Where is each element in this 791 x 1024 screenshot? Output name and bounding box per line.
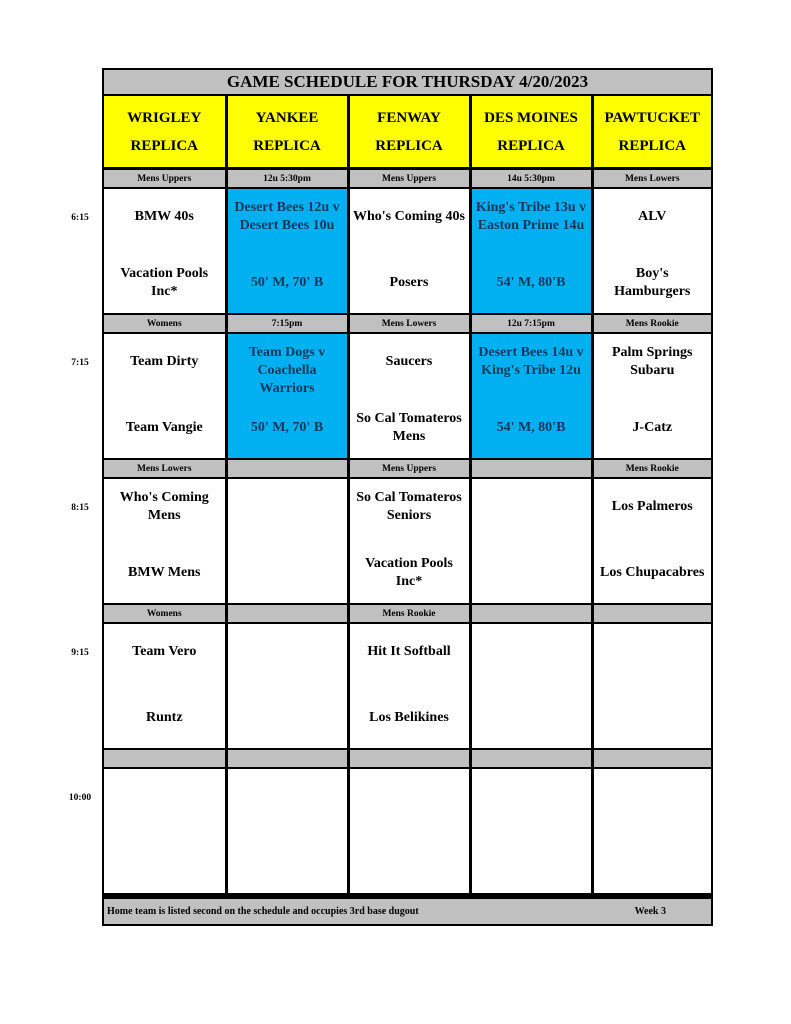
team-top: King's Tribe 13u v Easton Prime 14u	[475, 200, 587, 233]
week-label: Week 3	[634, 906, 666, 917]
game-slot	[350, 479, 469, 603]
team-bottom: Los Belikines	[369, 710, 449, 725]
game-slot	[228, 769, 347, 893]
game-slot	[350, 769, 469, 893]
division-label	[350, 750, 469, 767]
schedule-title: GAME SCHEDULE FOR THURSDAY 4/20/2023	[104, 70, 711, 94]
division-label	[228, 750, 347, 767]
field-sub: REPLICA	[253, 137, 321, 154]
time-label: 10:00	[68, 793, 92, 803]
team-bottom: Team Vangie	[125, 420, 203, 435]
division-label: Mens Uppers	[350, 170, 469, 187]
game-slot	[594, 479, 712, 603]
division-label: 7:15pm	[228, 315, 347, 332]
schedule-sheet	[102, 68, 713, 926]
team-top: Team Vero	[132, 644, 197, 659]
division-label: Mens Uppers	[350, 460, 469, 477]
team-bottom: BMW Mens	[128, 565, 201, 580]
team-top: Los Palmeros	[611, 499, 693, 514]
game-slot	[472, 189, 591, 313]
team-bottom: So Cal Tomateros Mens	[356, 411, 462, 444]
game-slot	[228, 334, 347, 458]
field-name: PAWTUCKET	[604, 109, 701, 126]
team-bottom: Vacation Pools Inc*	[365, 556, 453, 589]
game-slot	[594, 334, 712, 458]
time-label: 7:15	[71, 358, 89, 368]
division-label	[472, 460, 591, 477]
field-name: WRIGLEY	[127, 109, 202, 126]
division-label: Womens	[104, 605, 225, 622]
division-label: Mens Uppers	[104, 170, 225, 187]
game-slot	[350, 189, 469, 313]
game-slot	[228, 479, 347, 603]
field-sub: REPLICA	[130, 137, 198, 154]
field-sub: REPLICA	[618, 137, 686, 154]
game-slot	[472, 769, 591, 893]
team-top: Who's Coming Mens	[119, 490, 209, 523]
game-slot	[350, 334, 469, 458]
game-slot	[472, 479, 591, 603]
division-label	[228, 605, 347, 622]
field-name: YANKEE	[255, 109, 319, 126]
team-bottom: J-Catz	[632, 420, 673, 435]
team-top: Team Dirty	[130, 354, 199, 369]
field-header-3	[472, 96, 591, 167]
division-label: Mens Rookie	[350, 605, 469, 622]
game-slot	[104, 624, 225, 748]
team-bottom: 54' M, 80'B	[496, 420, 566, 435]
footer-bar	[104, 899, 711, 924]
field-header-0	[104, 96, 225, 167]
division-label: Mens Rookie	[594, 315, 712, 332]
team-top: ALV	[638, 209, 667, 224]
division-label: Mens Lowers	[594, 170, 712, 187]
division-label: Mens Rookie	[594, 460, 712, 477]
division-label	[472, 605, 591, 622]
team-top: Team Dogs v Coachella Warriors	[248, 345, 326, 396]
game-slot	[228, 624, 347, 748]
field-header-1	[228, 96, 347, 167]
game-slot	[104, 334, 225, 458]
team-top: Desert Bees 12u v Desert Bees 10u	[234, 200, 340, 233]
footer-note: Home team is listed second on the schedule and occupies 3rd base dugout	[107, 906, 419, 917]
team-bottom: 50' M, 70' B	[250, 420, 324, 435]
team-top: Hit It Softball	[367, 644, 451, 659]
team-top: So Cal Tomateros Seniors	[356, 490, 462, 523]
division-label	[594, 605, 712, 622]
division-label	[228, 460, 347, 477]
game-slot	[594, 624, 712, 748]
game-slot	[104, 479, 225, 603]
field-sub: REPLICA	[497, 137, 565, 154]
field-name: DES MOINES	[484, 109, 578, 126]
team-bottom: Runtz	[145, 710, 183, 725]
team-top: Palm Springs Subaru	[611, 345, 693, 378]
team-bottom: Los Chupacabres	[600, 565, 705, 580]
game-slot	[350, 624, 469, 748]
time-label: 6:15	[71, 213, 89, 223]
time-label: 9:15	[71, 648, 89, 658]
division-label: Mens Lowers	[350, 315, 469, 332]
team-top: Who's Coming 40s	[352, 209, 466, 224]
team-top: BMW 40s	[134, 209, 194, 224]
team-bottom: 54' M, 80'B	[496, 275, 566, 290]
field-sub: REPLICA	[375, 137, 443, 154]
team-bottom: 50' M, 70' B	[250, 275, 324, 290]
team-bottom: Vacation Pools Inc*	[120, 266, 209, 299]
division-label: 14u 5:30pm	[472, 170, 591, 187]
team-top: Saucers	[385, 354, 433, 369]
division-label	[472, 750, 591, 767]
time-label: 8:15	[71, 503, 89, 513]
division-label: Mens Lowers	[104, 460, 225, 477]
division-label	[104, 750, 225, 767]
team-top: Desert Bees 14u v King's Tribe 12u	[478, 345, 584, 378]
game-slot	[228, 189, 347, 313]
team-bottom: Posers	[389, 275, 429, 290]
game-slot	[594, 769, 712, 893]
game-slot	[104, 769, 225, 893]
field-header-2	[350, 96, 469, 167]
game-slot	[104, 189, 225, 313]
division-label: 12u 5:30pm	[228, 170, 347, 187]
division-label	[594, 750, 712, 767]
field-name: FENWAY	[377, 109, 441, 126]
game-slot	[594, 189, 712, 313]
field-header-4	[594, 96, 712, 167]
game-slot	[472, 624, 591, 748]
division-label: Womens	[104, 315, 225, 332]
team-bottom: Boy's Hamburgers	[614, 266, 691, 299]
division-label: 12u 7:15pm	[472, 315, 591, 332]
game-slot	[472, 334, 591, 458]
